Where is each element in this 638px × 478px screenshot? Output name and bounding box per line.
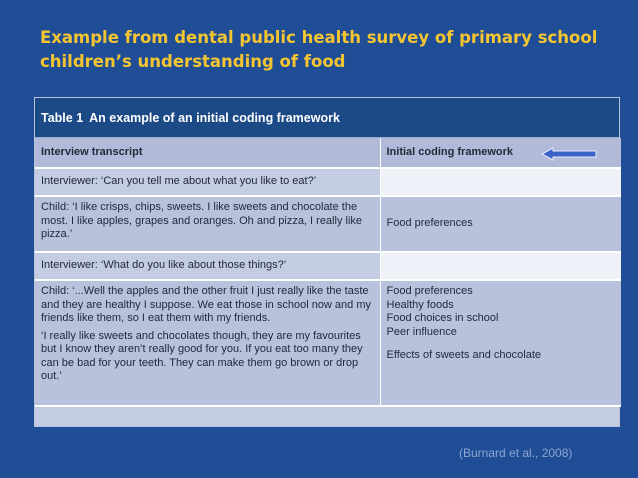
table-caption-text: An example of an initial coding framework	[89, 111, 340, 125]
slide-title-line-2: children’s understanding of food	[40, 52, 346, 71]
coding-table	[34, 97, 620, 427]
code-spacer	[387, 339, 616, 349]
code-item: Healthy foods	[386, 298, 454, 311]
slide-title-line-1: Example from dental public health survey of primary school	[40, 28, 598, 47]
transcript-cell: Child: ‘I like crisps, chips, sweets. I like sweets and chocolate the most. I like apples, grapes and oranges. Oh and pizza, I really like pizza.’	[35, 196, 380, 252]
transcript-paragraph: Child: ‘...Well the apples and the other fruit I just really like the taste and they are healthy I suppose. We eat those in school now and my friends like them, so I eat them with my friends.	[41, 285, 371, 324]
code-cell: Food preferences	[380, 196, 621, 252]
table-row	[35, 168, 621, 196]
table-caption-label: Table 1	[41, 111, 84, 125]
header-initial-coding-framework	[380, 138, 621, 168]
code-cell	[380, 280, 621, 406]
slide-title	[40, 26, 600, 74]
table-caption	[35, 98, 619, 138]
table-row	[35, 252, 621, 280]
code-cell-empty	[380, 252, 621, 280]
table-row	[35, 196, 621, 252]
code-item: Food choices in school	[386, 312, 499, 324]
table-row	[35, 280, 621, 406]
code-item: Food preferences	[386, 285, 473, 297]
transcript-cell	[35, 280, 380, 406]
code-item: Effects of sweets and chocolate	[386, 349, 541, 361]
header-interview-transcript: Interview transcript	[35, 138, 380, 168]
transcript-paragraph: ‘I really like sweets and chocolates though, they are my favourites but I know they aren’t really good for you. If you eat too many they can be bad for your teeth. They can make them go brown or drop out.’	[41, 329, 363, 382]
coding-framework-table	[35, 138, 621, 407]
header-initial-coding-framework-label: Initial coding framework	[386, 145, 514, 158]
left-arrow-icon	[541, 147, 597, 161]
code-item: Peer influence	[386, 325, 457, 338]
table-header-row	[35, 138, 621, 168]
code-cell-empty	[380, 168, 621, 196]
transcript-cell: Interviewer: ‘What do you like about those things?’	[35, 252, 380, 280]
transcript-cell: Interviewer: ‘Can you tell me about what you like to eat?’	[35, 168, 380, 196]
citation: (Burnard et al., 2008)	[459, 446, 573, 460]
